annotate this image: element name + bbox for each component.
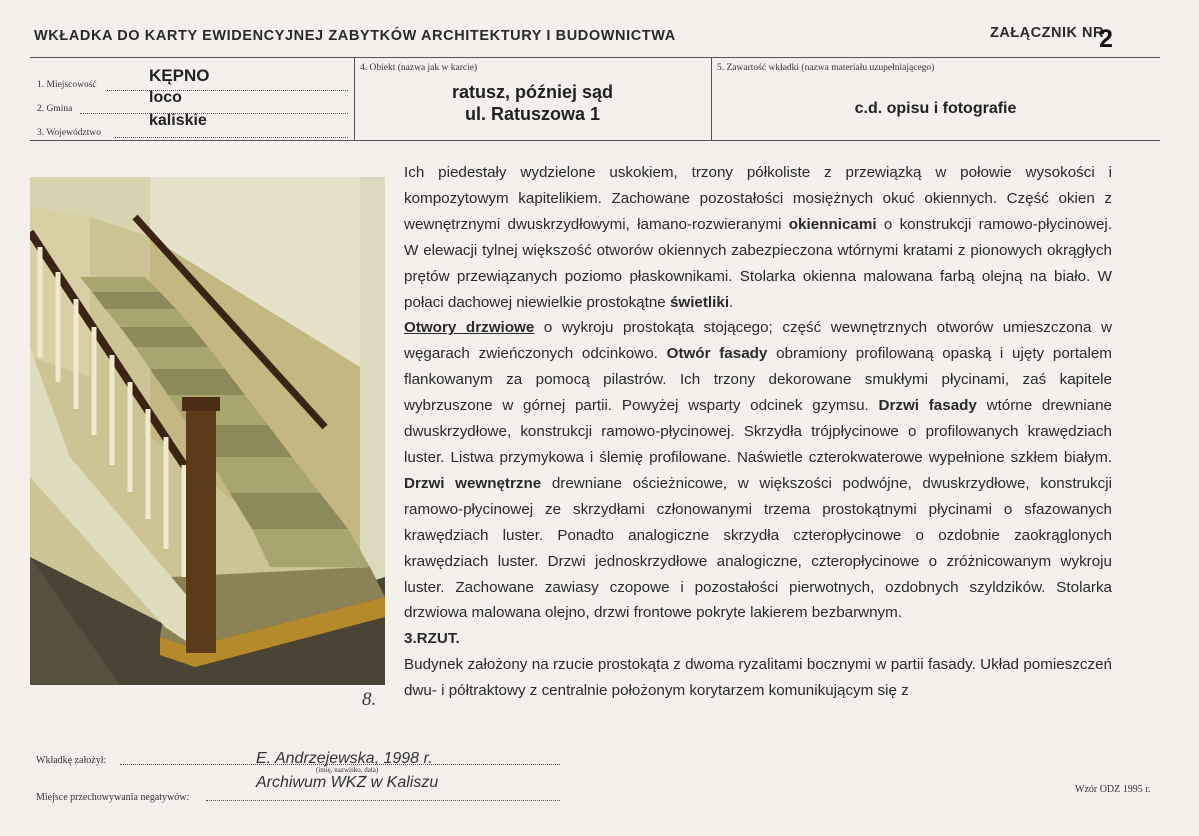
storage-value: Archiwum WKZ w Kaliszu — [256, 774, 439, 791]
header-divider-2 — [711, 57, 712, 141]
insert-contents-value: c.d. opisu i fotografie — [854, 100, 1017, 117]
header-table-bottom-border — [30, 140, 1160, 141]
storage-dotted-line — [206, 800, 560, 801]
description-paragraph-2: Otwory drzwiowe o wykroju prostokąta stojącego; część wewnętrznych otworów umieszczona w węgarach zwieńczonych odcinkowo. Otwór fasady obramiony profilowaną opaską i ujęty portalem flankowanym za pomocą pilastrów. Ich trzony dekorowane smukłymi płycinami, zaś kapitele wybrzuszone w górnej partii. Powyżej wsparty odcinek gzymsu. Drzwi fasady wtórne drewniane dwuskrzydłowe, konstrukcji ramowo-płycinowej. Skrzydła trójpłycinowe o profilowanych krawędziach luster. Listwa przymykowa i ślemię profilowane. Naświetle czterokwaterowe wypełnione szkłem białym. Drzwi wewnętrzne drewniane ościeżnicowe, w większości podwójne, dwuskrzydłowe, konstrukcji ramowo-płycinowej ze skrzydłami członowanymi trzema prostokątnymi płycinami o sfazowanych krawędziach luster. Ponadto analogiczne skrzydła czteropłycinowe o ozdobnie zaokrąglonych krawędziach luster. Drzwi jednoskrzydłowe analogiczne, czteropłycinowe o zróżnicowanym wykroju luster. Zachowane zawiasy czopowe i pozostałości pierwotnych, ozdobnych szyldzików. Stolarka drzwiowa malowana olejno, drzwi frontowe pokryte lakierem bezbarwnym. — [404, 319, 1112, 622]
template-note: Wzór ODZ 1995 r. — [1075, 784, 1151, 795]
form-title: WKŁADKA DO KARTY EWIDENCYJNEJ ZABYTKÓW ARCHITEKTURY I BUDOWNICTWA — [34, 28, 676, 44]
emphasis-interior-doors: Drzwi wewnętrzne — [404, 474, 542, 492]
emphasis-skylights: świetliki — [669, 293, 730, 311]
insert-contents-label: 5. Zawartość wkładki (nazwa materiału uzupełniającego) — [717, 63, 935, 73]
annex-label: ZAŁĄCZNIK NR — [990, 25, 1104, 41]
author-value: E. Andrzejewska, 1998 r. — [256, 750, 433, 767]
section-door-openings-title: Otwory drzwiowe — [404, 319, 535, 337]
description-paragraph-1: Ich piedestały wydzielone uskokiem, trzony półkoliste z przewiązką w połowie wysokości i kompozytowym kapitelikiem. Zachowane pozostałości mosiężnych okuć okiennych. Część okien z wewnętrznymi dwuskrzydłowymi, łamano-rozwieranymi okiennicami o konstrukcji ramowo-płycinowej. W elewacji tylnej większość otworów okiennych zabezpieczona wtórnymi kratami z pionowych okrągłych prętów przewiązanych poziomo płaskownikami. Stolarka okienna malowana farbą olejną na biało. W połaci dachowej niewielkie prostokątne świetliki. — [404, 164, 1112, 311]
photo-number: 8. — [362, 689, 377, 710]
commune-value: loco — [149, 89, 182, 106]
object-name-line1: ratusz, później sąd — [451, 82, 614, 102]
emphasis-facade-opening: Otwór fasady — [666, 345, 768, 363]
town-label: 1. Miejscowość — [37, 80, 97, 90]
emphasis-facade-doors: Drzwi fasady — [878, 397, 977, 415]
author-label: Wkładkę założył: — [36, 755, 107, 766]
object-name-line2: ul. Ratuszowa 1 — [464, 104, 601, 124]
description-paragraph-3: Budynek założony na rzucie prostokąta z dwoma ryzalitami bocznymi w partii fasady. Układ pomieszczeń dwu- i półtraktowy z centralnie położonym korytarzem komunikującym się z — [404, 656, 1112, 700]
commune-dotted-line — [80, 113, 348, 114]
object-label: 4. Obiekt (nazwa jak w karcie) — [360, 63, 478, 73]
province-value: kaliskie — [149, 112, 207, 129]
header-table-top-border — [30, 57, 1160, 58]
emphasis-shutters: okiennicami — [788, 215, 877, 233]
section-3-title: 3.RZUT. — [404, 630, 460, 648]
author-hint: (imię, nazwisko, data) — [316, 766, 379, 774]
town-dotted-line — [107, 90, 348, 91]
province-dotted-line — [115, 137, 348, 138]
storage-label: Miejsce przechowywania negatywów: — [36, 792, 190, 803]
commune-label: 2. Gmina — [37, 104, 73, 114]
annex-number: 2 — [1099, 25, 1113, 53]
town-value: KĘPNO — [149, 66, 210, 85]
description-text — [404, 160, 1112, 704]
staircase-photo — [30, 177, 385, 685]
province-label: 3. Województwo — [37, 128, 101, 138]
